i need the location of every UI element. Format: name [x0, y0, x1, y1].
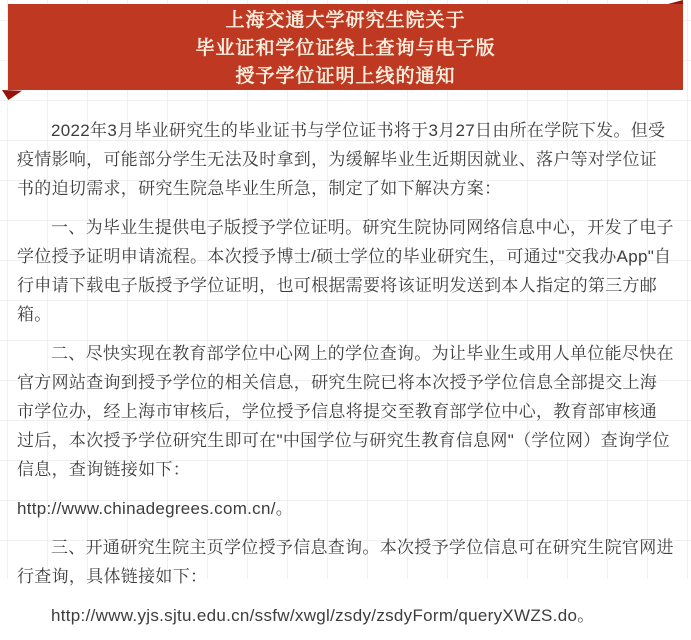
paragraph: 三、开通研究生院主页学位授予信息查询。本次授予学位信息可在研究生院官网进行查询，具体链接如下： — [17, 538, 674, 586]
notice-body — [17, 116, 674, 640]
notice-title-line-1: 上海交通大学研究生院关于 — [225, 10, 466, 31]
notice-title-banner — [8, 4, 683, 90]
notice-title-line-3: 授予学位证明上线的通知 — [235, 66, 456, 87]
paragraph: 二、尽快实现在教育部学位中心网上的学位查询。为让毕业生或用人单位能尽快在官方网站查询到授予学位的相关信息，研究生院已将本次授予学位信息全部提交上海市学位办，经上海市审核后，学位授予信息将提交至教育部学位中心，教育部审核通过后，本次授予学位研究生即可在"中国学位与研究生教育信息网"（学位网）查询学位信息，查询链接如下： — [17, 344, 674, 479]
ribbon-fold-right — [668, 0, 683, 4]
notice-title-line-2: 毕业证和学位证线上查询与电子版 — [195, 38, 496, 59]
url-text: http://www.chinadegrees.com.cn/。 — [17, 499, 294, 518]
url-text: http://www.yjs.sjtu.edu.cn/ssfw/xwgl/zsdy/zsdyForm/queryXWZS.do。 — [51, 606, 595, 625]
ribbon-fold-left — [2, 90, 22, 100]
paragraph: 一、为毕业生提供电子版授予学位证明。研究生院协同网络信息中心，开发了电子学位授予证明申请流程。本次授予博士/硕士学位的毕业研究生，可通过"交我办App"自行申请下载电子版授予学位证明，也可根据需要将该证明发送到本人指定的第三方邮箱。 — [17, 218, 674, 324]
paragraph: 2022年3月毕业研究生的毕业证书与学位证书将于3月27日由所在学院下发。但受疫情影响，可能部分学生无法及时拿到，为缓解毕业生近期因就业、落户等对学位证书的迫切需求，研究生院急毕业生所急，制定了如下解决方案： — [17, 121, 666, 198]
